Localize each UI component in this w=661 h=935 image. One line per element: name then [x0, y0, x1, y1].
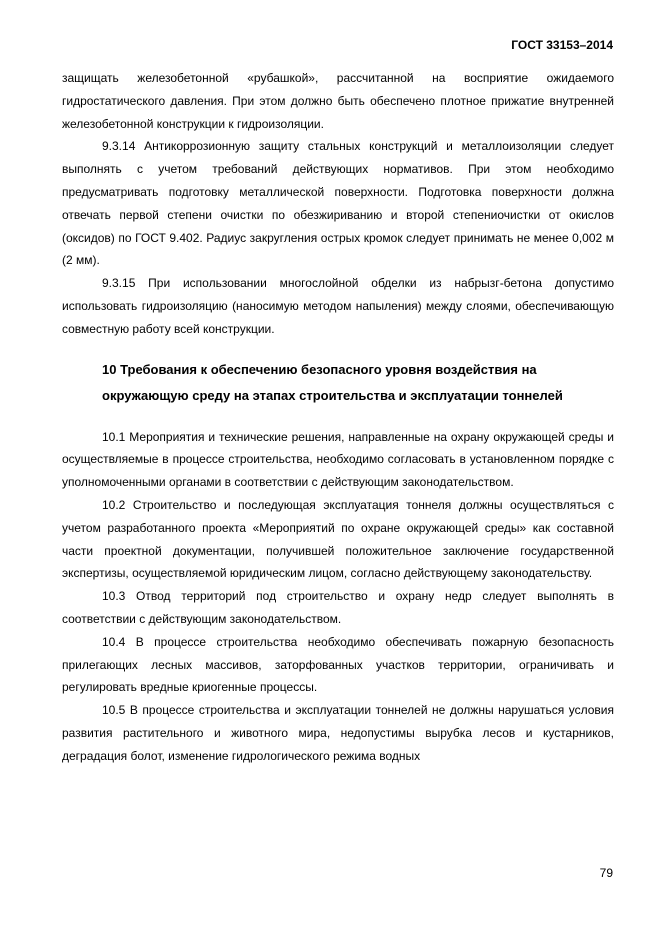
- paragraph-10-1: 10.1 Мероприятия и технические решения, направленные на охрану окружающей среды и осуществляемые в процессе строительства, необходимо согласовать в установленном порядке с уполномоченными органами в соответствии с действующим законодательством.: [62, 429, 614, 490]
- paragraph-10-5: 10.5 В процессе строительства и эксплуатации тоннелей не должны нарушаться условия развития растительного и животного мира, недопустимы вырубка лесов и кустарников, деградация болот, изменение гидрологического режима водных: [62, 703, 614, 763]
- paragraph-continuation: защищать железобетонной «рубашкой», рассчитанной на восприятие ожидаемого гидростатического давления. При этом должно быть обеспечено плотное прижатие внутренней железобетонной конструкции к гидроизоляции.: [62, 71, 614, 131]
- page-body: [62, 67, 614, 768]
- paragraph-9-3-14: 9.3.14 Антикоррозионную защиту стальных конструкций и металлоизоляции следует выполнять с учетом требований действующих нормативов. При этом необходимо предусматривать подготовку металлической поверхности. Подготовка поверхности должна отвечать первой степени очистки по обезжириванию и второй степениочистки от окислов (оксидов) по ГОСТ 9.402. Радиус закругления острых кромок следует принимать не менее 0,002 м (2 мм).: [62, 139, 614, 268]
- paragraph-10-4: 10.4 В процессе строительства необходимо обеспечивать пожарную безопасность прилегающих лесных массивов, заторфованных участков территории, ограничивать и регулировать вредные криогенные процессы.: [62, 634, 614, 695]
- document-header-id: ГОСТ 33153–2014: [511, 38, 613, 52]
- paragraph-10-3: 10.3 Отвод территорий под строительство и охрану недр следует выполнять в соответствии с действующим законодательством.: [62, 589, 614, 626]
- paragraph-10-2: 10.2 Строительство и последующая эксплуатация тоннеля должны осуществляться с учетом разработанного проекта «Мероприятий по охране окружающей среды» как составной части проектной документации, получившей положительное заключение государственной экспертизы, осуществляемой юридическим лицом, согласно действующему законодательству.: [62, 497, 614, 581]
- section-10-heading: 10 Требования к обеспечению безопасного уровня воздействия на окружающую среду на этапах строительства и эксплуатации тоннелей: [102, 361, 563, 403]
- paragraph-9-3-15: 9.3.15 При использовании многослойной обделки из набрызг-бетона допустимо использовать гидроизоляцию (наносимую методом напыления) между слоями, обеспечивающую совместную работу всей конструкции.: [62, 276, 614, 336]
- page-number: 79: [599, 866, 613, 880]
